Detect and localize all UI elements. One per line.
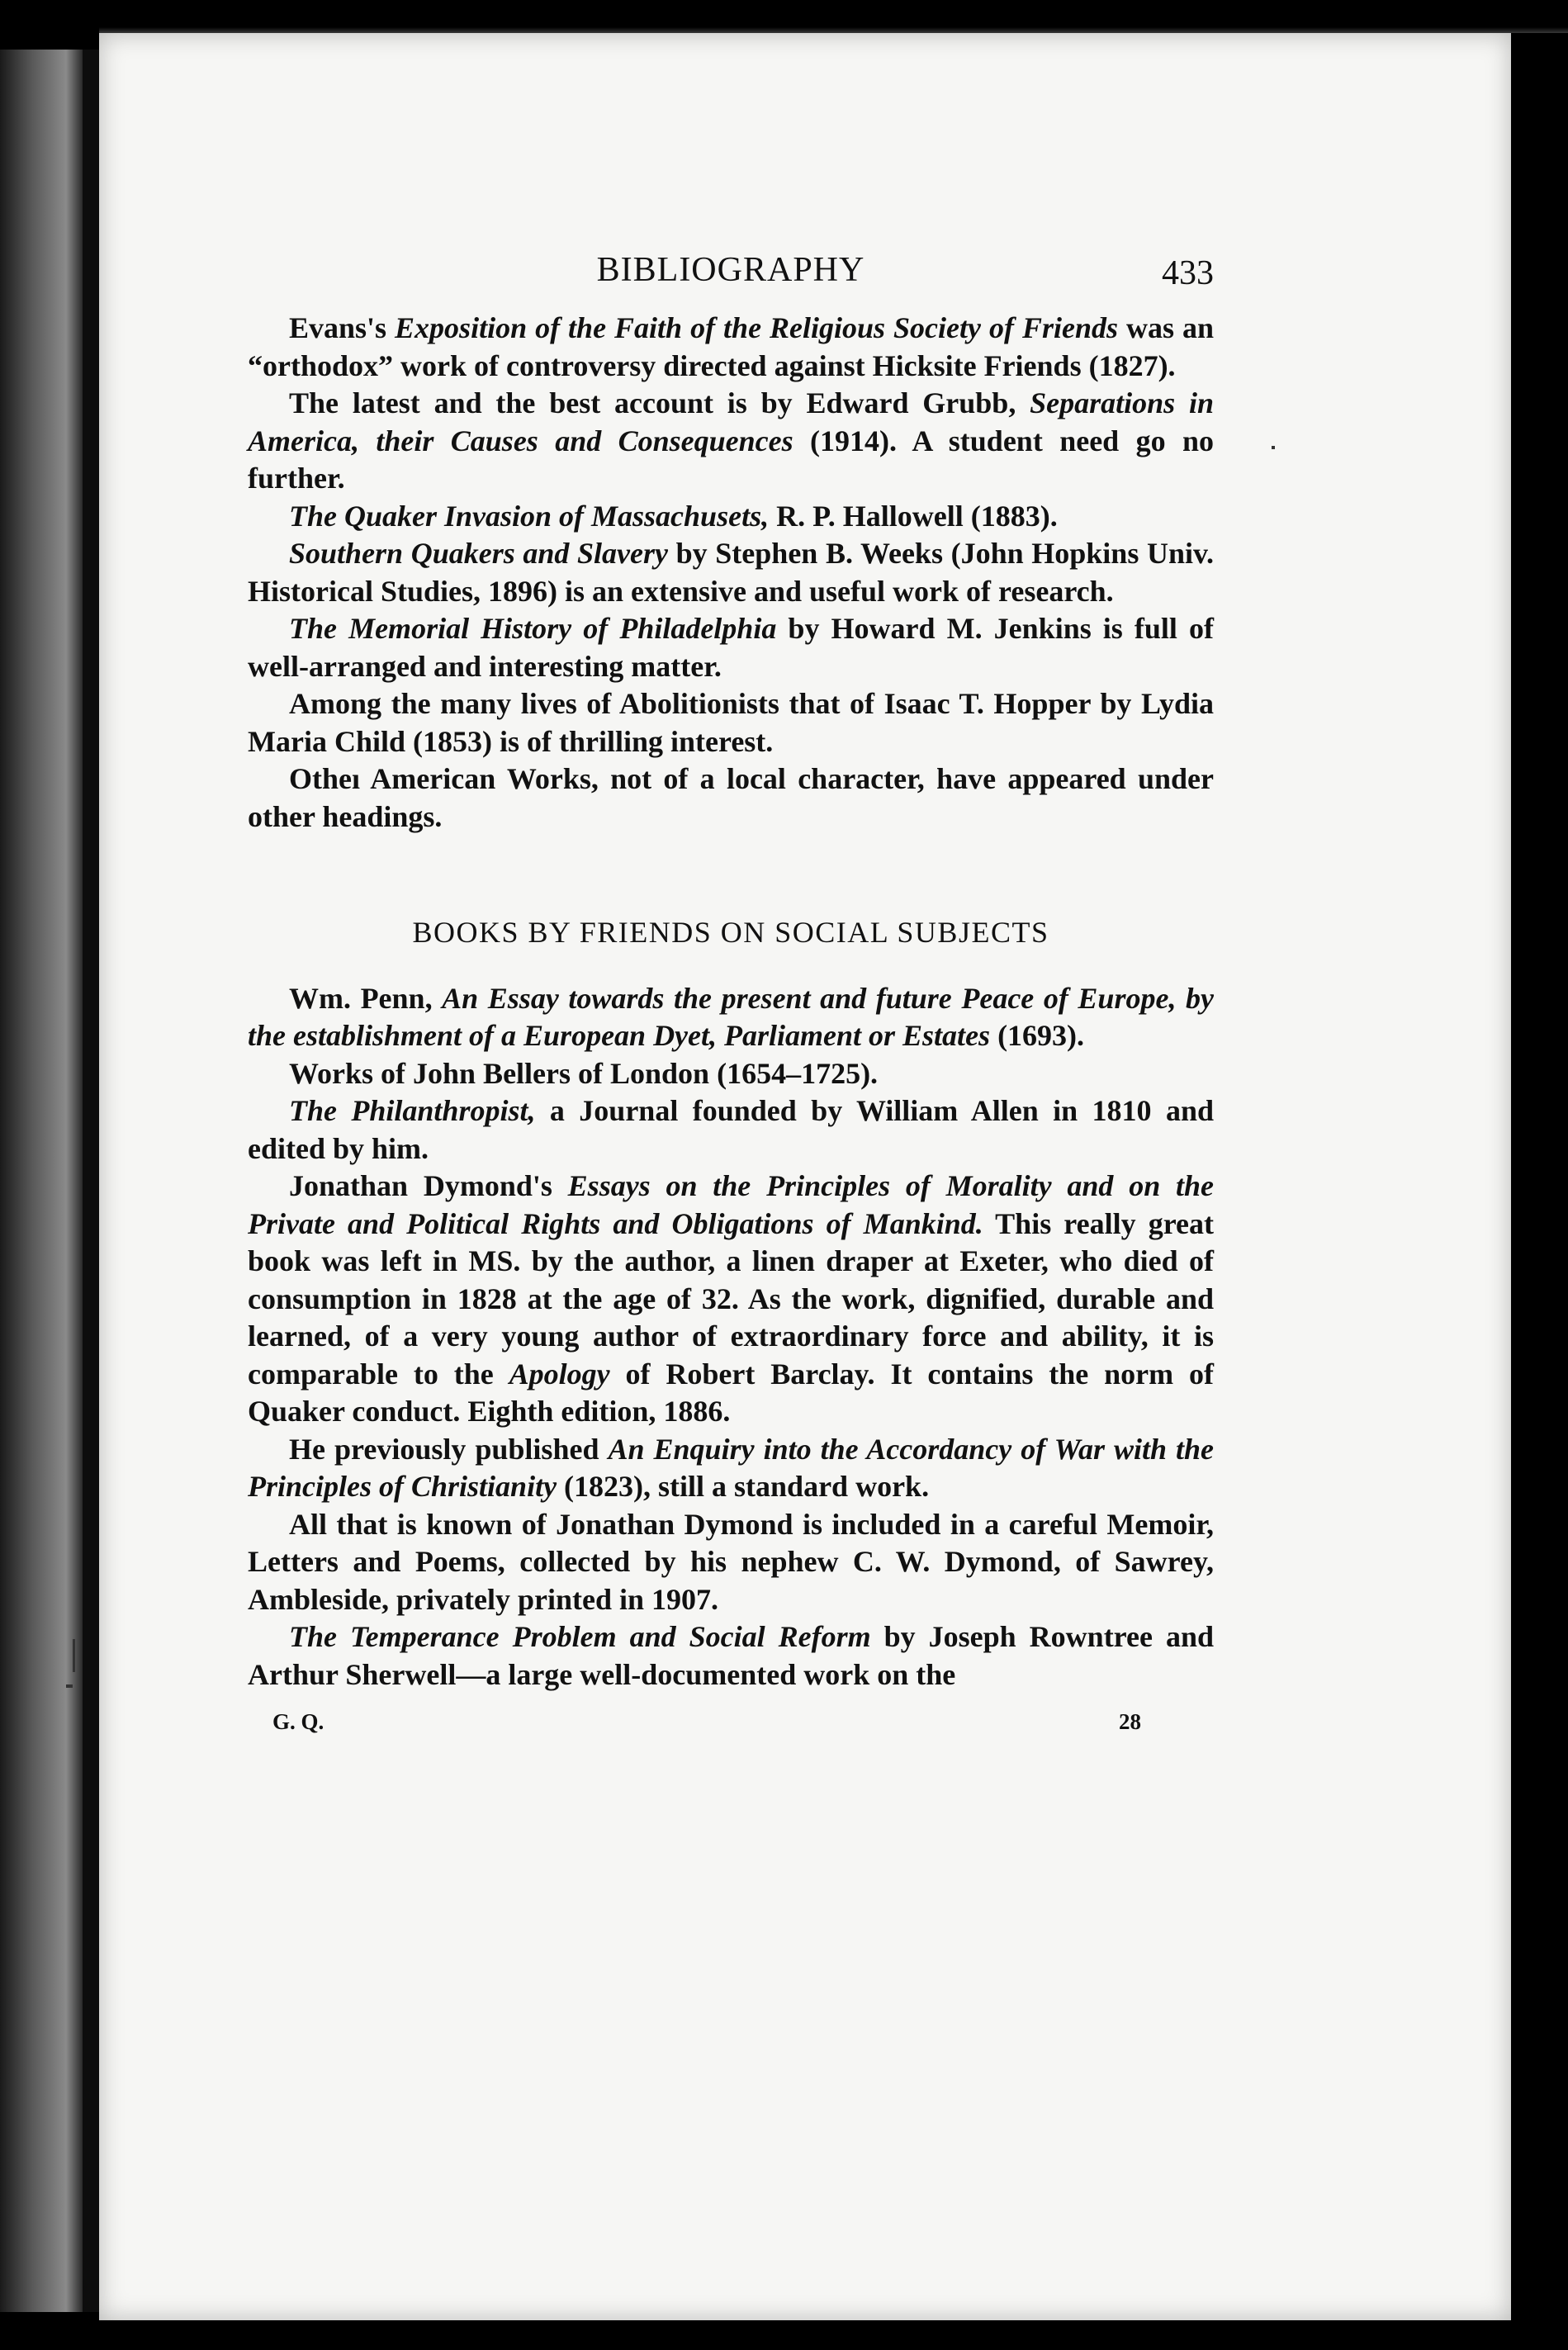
- text-run: Otheı American Works, not of a local character, have appeared under other headings.: [248, 762, 1214, 833]
- text-run: All that is known of Jonathan Dymond is included in a careful Memoir, Letters and Poems, collected by his nephew C. W. Dymond, of Sawrey, Ambleside, privately printed in 1907.: [248, 1507, 1214, 1616]
- italic-title: An Essay towards the present and future Peace of Europe, by the establishment of a European Dyet, Parliament or Estates: [248, 981, 1215, 1052]
- italic-title: The Memorial History of Philadelphia: [289, 612, 777, 645]
- text-run: by Howard M. Jenkins is full of well-arranged and interesting matter.: [248, 612, 1214, 683]
- text-run: by Joseph Rowntree and Arthur Sherwell—a large well-documented work on the: [248, 1620, 1215, 1691]
- bibliography-paragraph: [248, 1431, 1214, 1506]
- text-run: R. P. Hallowell (1883).: [769, 499, 1058, 533]
- italic-title: Separations in America, their Causes and Consequences: [248, 386, 1214, 457]
- bibliography-paragraph: [248, 1506, 1214, 1619]
- bibliography-paragraph: [248, 980, 1214, 1055]
- bibliography-paragraph: [248, 1618, 1214, 1694]
- italic-title: The Temperance Problem and Social Reform: [289, 1620, 871, 1653]
- running-head: [248, 244, 1214, 310]
- bibliography-paragraph: [248, 535, 1214, 610]
- text-run: (1693).: [990, 1019, 1085, 1052]
- left-page-edge: [0, 50, 83, 2312]
- text-run: Wm. Penn,: [289, 981, 443, 1015]
- running-title: BIBLIOGRAPHY: [596, 251, 865, 289]
- right-border: [1511, 33, 1568, 2345]
- text-block: [248, 244, 1214, 1741]
- bibliography-paragraph: [248, 385, 1214, 498]
- italic-title: The Philanthropist,: [289, 1094, 536, 1127]
- bibliography-paragraph: [248, 1168, 1214, 1431]
- section-heading: BOOKS BY FRIENDS ON SOCIAL SUBJECTS: [412, 916, 1049, 949]
- text-run: Works of John Bellers of London (1654–1725).: [289, 1056, 879, 1090]
- italic-title: Southern Quakers and Slavery: [289, 537, 668, 570]
- text-run: Among the many lives of Abolitionists that of Isaac T. Hopper by Lydia Maria Child (1853) is of thrilling interest.: [248, 687, 1214, 758]
- margin-mark: [73, 1639, 75, 1672]
- bibliography-paragraph: [248, 498, 1214, 536]
- text-run: He previously published: [289, 1432, 609, 1466]
- leaf-number: 28: [1119, 1709, 1141, 1734]
- american-works-section: [248, 310, 1214, 836]
- page-number: 433: [1162, 254, 1214, 292]
- bibliography-paragraph: [248, 685, 1214, 760]
- italic-title: The Quaker Invasion of Massachusets,: [289, 499, 770, 533]
- text-run: a Journal founded by William Allen in 1810 and edited by him.: [248, 1094, 1215, 1165]
- page-footer: [248, 1703, 1214, 1741]
- signature-mark: G. Q.: [272, 1709, 324, 1734]
- margin-mark: [1272, 446, 1275, 449]
- text-run: (1914). A student need go no further.: [248, 424, 1214, 495]
- text-run: Jonathan Dymond's: [289, 1169, 568, 1202]
- social-subjects-section: [248, 980, 1214, 1694]
- bibliography-paragraph: [248, 1055, 1214, 1093]
- italic-title: Exposition of the Faith of the Religious Society of Friends: [395, 311, 1118, 344]
- text-run: Evans's: [289, 311, 396, 344]
- text-run: This really great book was left in MS. by the author, a linen draper at Exeter, who died of consumption in 1828 at the age of 32. As the work, dignified, durable and learned, of a very young author of extraordinary force and ability, it is comparable to the: [248, 1206, 1215, 1391]
- bibliography-paragraph: [248, 610, 1214, 685]
- italic-title: Apology: [509, 1357, 610, 1391]
- margin-mark: [66, 1684, 73, 1688]
- text-run: The latest and the best account is by Edward Grubb,: [289, 386, 1030, 419]
- text-run: of Robert Barclay. It contains the norm of Quaker conduct. Eighth edition, 1886.: [248, 1357, 1214, 1428]
- text-run: by Stephen B. Weeks (John Hopkins Univ. Historical Studies, 1896) is an extensive and useful work of research.: [248, 537, 1215, 608]
- bibliography-paragraph: [248, 760, 1214, 836]
- bibliography-paragraph: [248, 1092, 1214, 1168]
- text-run: was an “orthodox” work of controversy directed against Hicksite Friends (1827).: [248, 311, 1215, 382]
- italic-title: Essays on the Principles of Morality and on the Private and Political Rights and Obligations of Mankind.: [248, 1169, 1215, 1240]
- text-run: (1823), still a standard work.: [557, 1470, 930, 1503]
- italic-title: An Enquiry into the Accordancy of War with the Principles of Christianity: [248, 1432, 1215, 1503]
- bibliography-paragraph: [248, 310, 1214, 385]
